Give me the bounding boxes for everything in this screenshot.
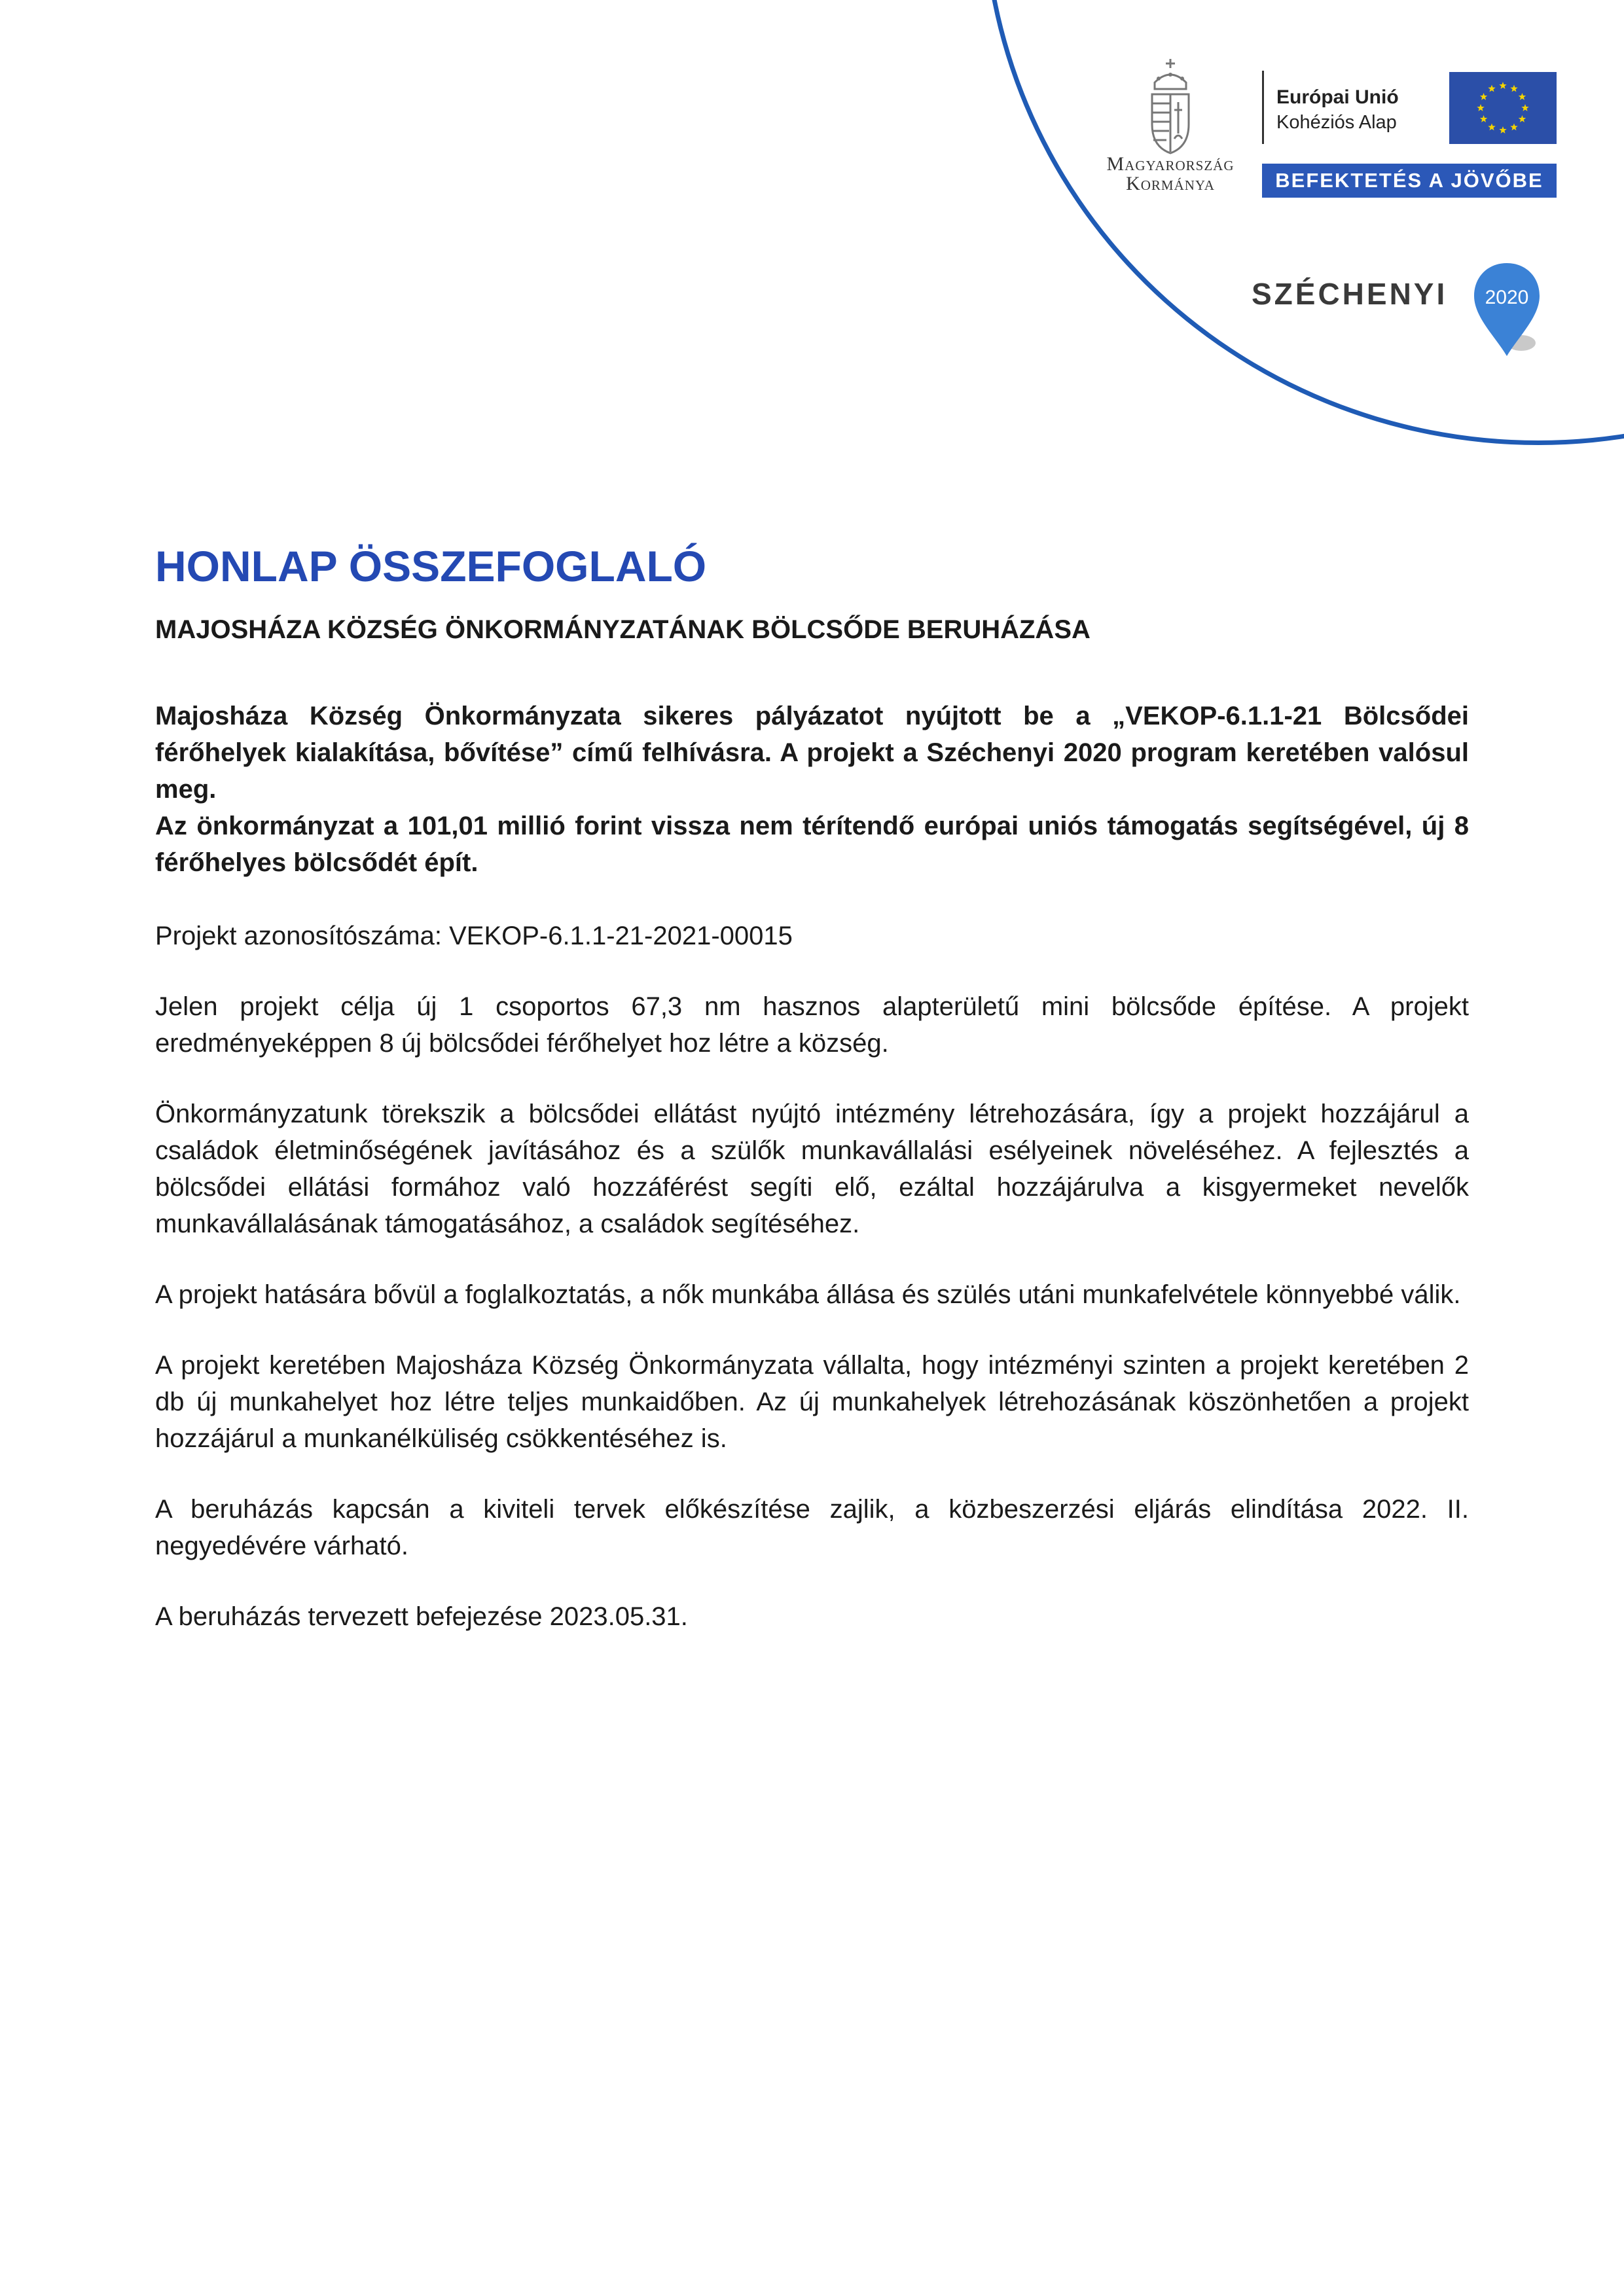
eu-star-icon (1519, 115, 1526, 122)
eu-flag-icon (1449, 72, 1557, 144)
logo-divider (1262, 71, 1264, 144)
eu-star-icon (1477, 104, 1484, 111)
eu-fund-name: Kohéziós Alap (1276, 112, 1397, 133)
body-paragraph: A projekt keretében Majosháza Község Önkormányzata vállalta, hogy intézményi szinten a projekt keretében 2 db új munkahelyet hoz létre teljes munkaidőben. Az új munkahelyek létrehozásának köszönhetően a projekt hozzájárul a munkanélküliség csökkentéséhez is. (155, 1351, 1469, 1453)
body-paragraph: A beruházás tervezett befejezése 2023.05.31. (155, 1602, 688, 1631)
eu-star-icon (1499, 82, 1506, 89)
eu-title: Európai Unió (1276, 86, 1399, 108)
body-paragraph: Önkormányzatunk törekszik a bölcsődei ellátást nyújtó intézmény létrehozására, így a projekt hozzájárul a családok életminőségének javításához és a szülők munkavállalási esélyeinek növeléséhez. A fejlesztés a bölcsődei ellátási formához való hozzáférést segíti elő, ezáltal hozzájárulva a kisgyermeket nevelők munkavállalásának támogatásához, a családok segítéséhez. (155, 1100, 1469, 1238)
eu-star-icon (1499, 126, 1506, 134)
szechenyi-word: SZÉCHENYI (1252, 277, 1448, 311)
eu-star-icon (1510, 123, 1517, 130)
eu-star-icon (1519, 93, 1526, 100)
hungarian-government-logo (1092, 56, 1249, 194)
eu-star-icon (1521, 104, 1528, 111)
eu-star-icon (1510, 85, 1517, 92)
location-pin-icon (1468, 259, 1546, 364)
body-paragraph: A beruházás kapcsán a kiviteli tervek előkészítése zajlik, a közbeszerzési eljárás elindítása 2022. II. negyedévére várható. (155, 1495, 1469, 1560)
eu-star-icon (1480, 115, 1487, 122)
eu-star-icon (1488, 85, 1495, 92)
invest-in-future-banner: BEFEKTETÉS A JÖVŐBE (1262, 164, 1557, 198)
eu-star-icon (1488, 123, 1495, 130)
coat-of-arms-icon (1144, 56, 1197, 154)
header-arc-decoration (982, 0, 1624, 445)
funding-paragraph: Az önkormányzat a 101,01 millió forint vissza nem térítendő európai uniós támogatás segítségével, új 8 férőhelyes bölcsődét épít. (155, 812, 1469, 877)
eu-star-icon (1480, 93, 1487, 100)
body-paragraph: A projekt hatására bővül a foglalkoztatás, a nők munkába állása és szülés utáni munkafelvétele könnyebbé válik. (155, 1280, 1461, 1309)
page-title: HONLAP ÖSSZEFOGLALÓ (155, 542, 707, 590)
document-body (155, 537, 1469, 1635)
szechenyi-year: 2020 (1485, 287, 1529, 308)
government-name-line2: Kormánya (1126, 173, 1215, 194)
intro-paragraph: Majosháza Község Önkormányzata sikeres pályázatot nyújtott be a „VEKOP-6.1.1-21 Bölcsődei férőhelyek kialakítása, bővítése” című felhívásra. A projekt a Széchenyi 2020 program keretében valósul meg. (155, 702, 1469, 804)
body-paragraph: Jelen projekt célja új 1 csoportos 67,3 nm hasznos alapterületű mini bölcsőde építése. A projekt eredményeképpen 8 új bölcsődei férőhelyet hoz létre a község. (155, 992, 1469, 1058)
eu-fund-label (1276, 85, 1399, 135)
page-subtitle: MAJOSHÁZA KÖZSÉG ÖNKORMÁNYZATÁNAK BÖLCSŐDE BERUHÁZÁSA (155, 615, 1091, 644)
project-id: Projekt azonosítószáma: VEKOP-6.1.1-21-2021-00015 (155, 922, 793, 950)
government-name-line1: Magyarország (1106, 153, 1235, 175)
